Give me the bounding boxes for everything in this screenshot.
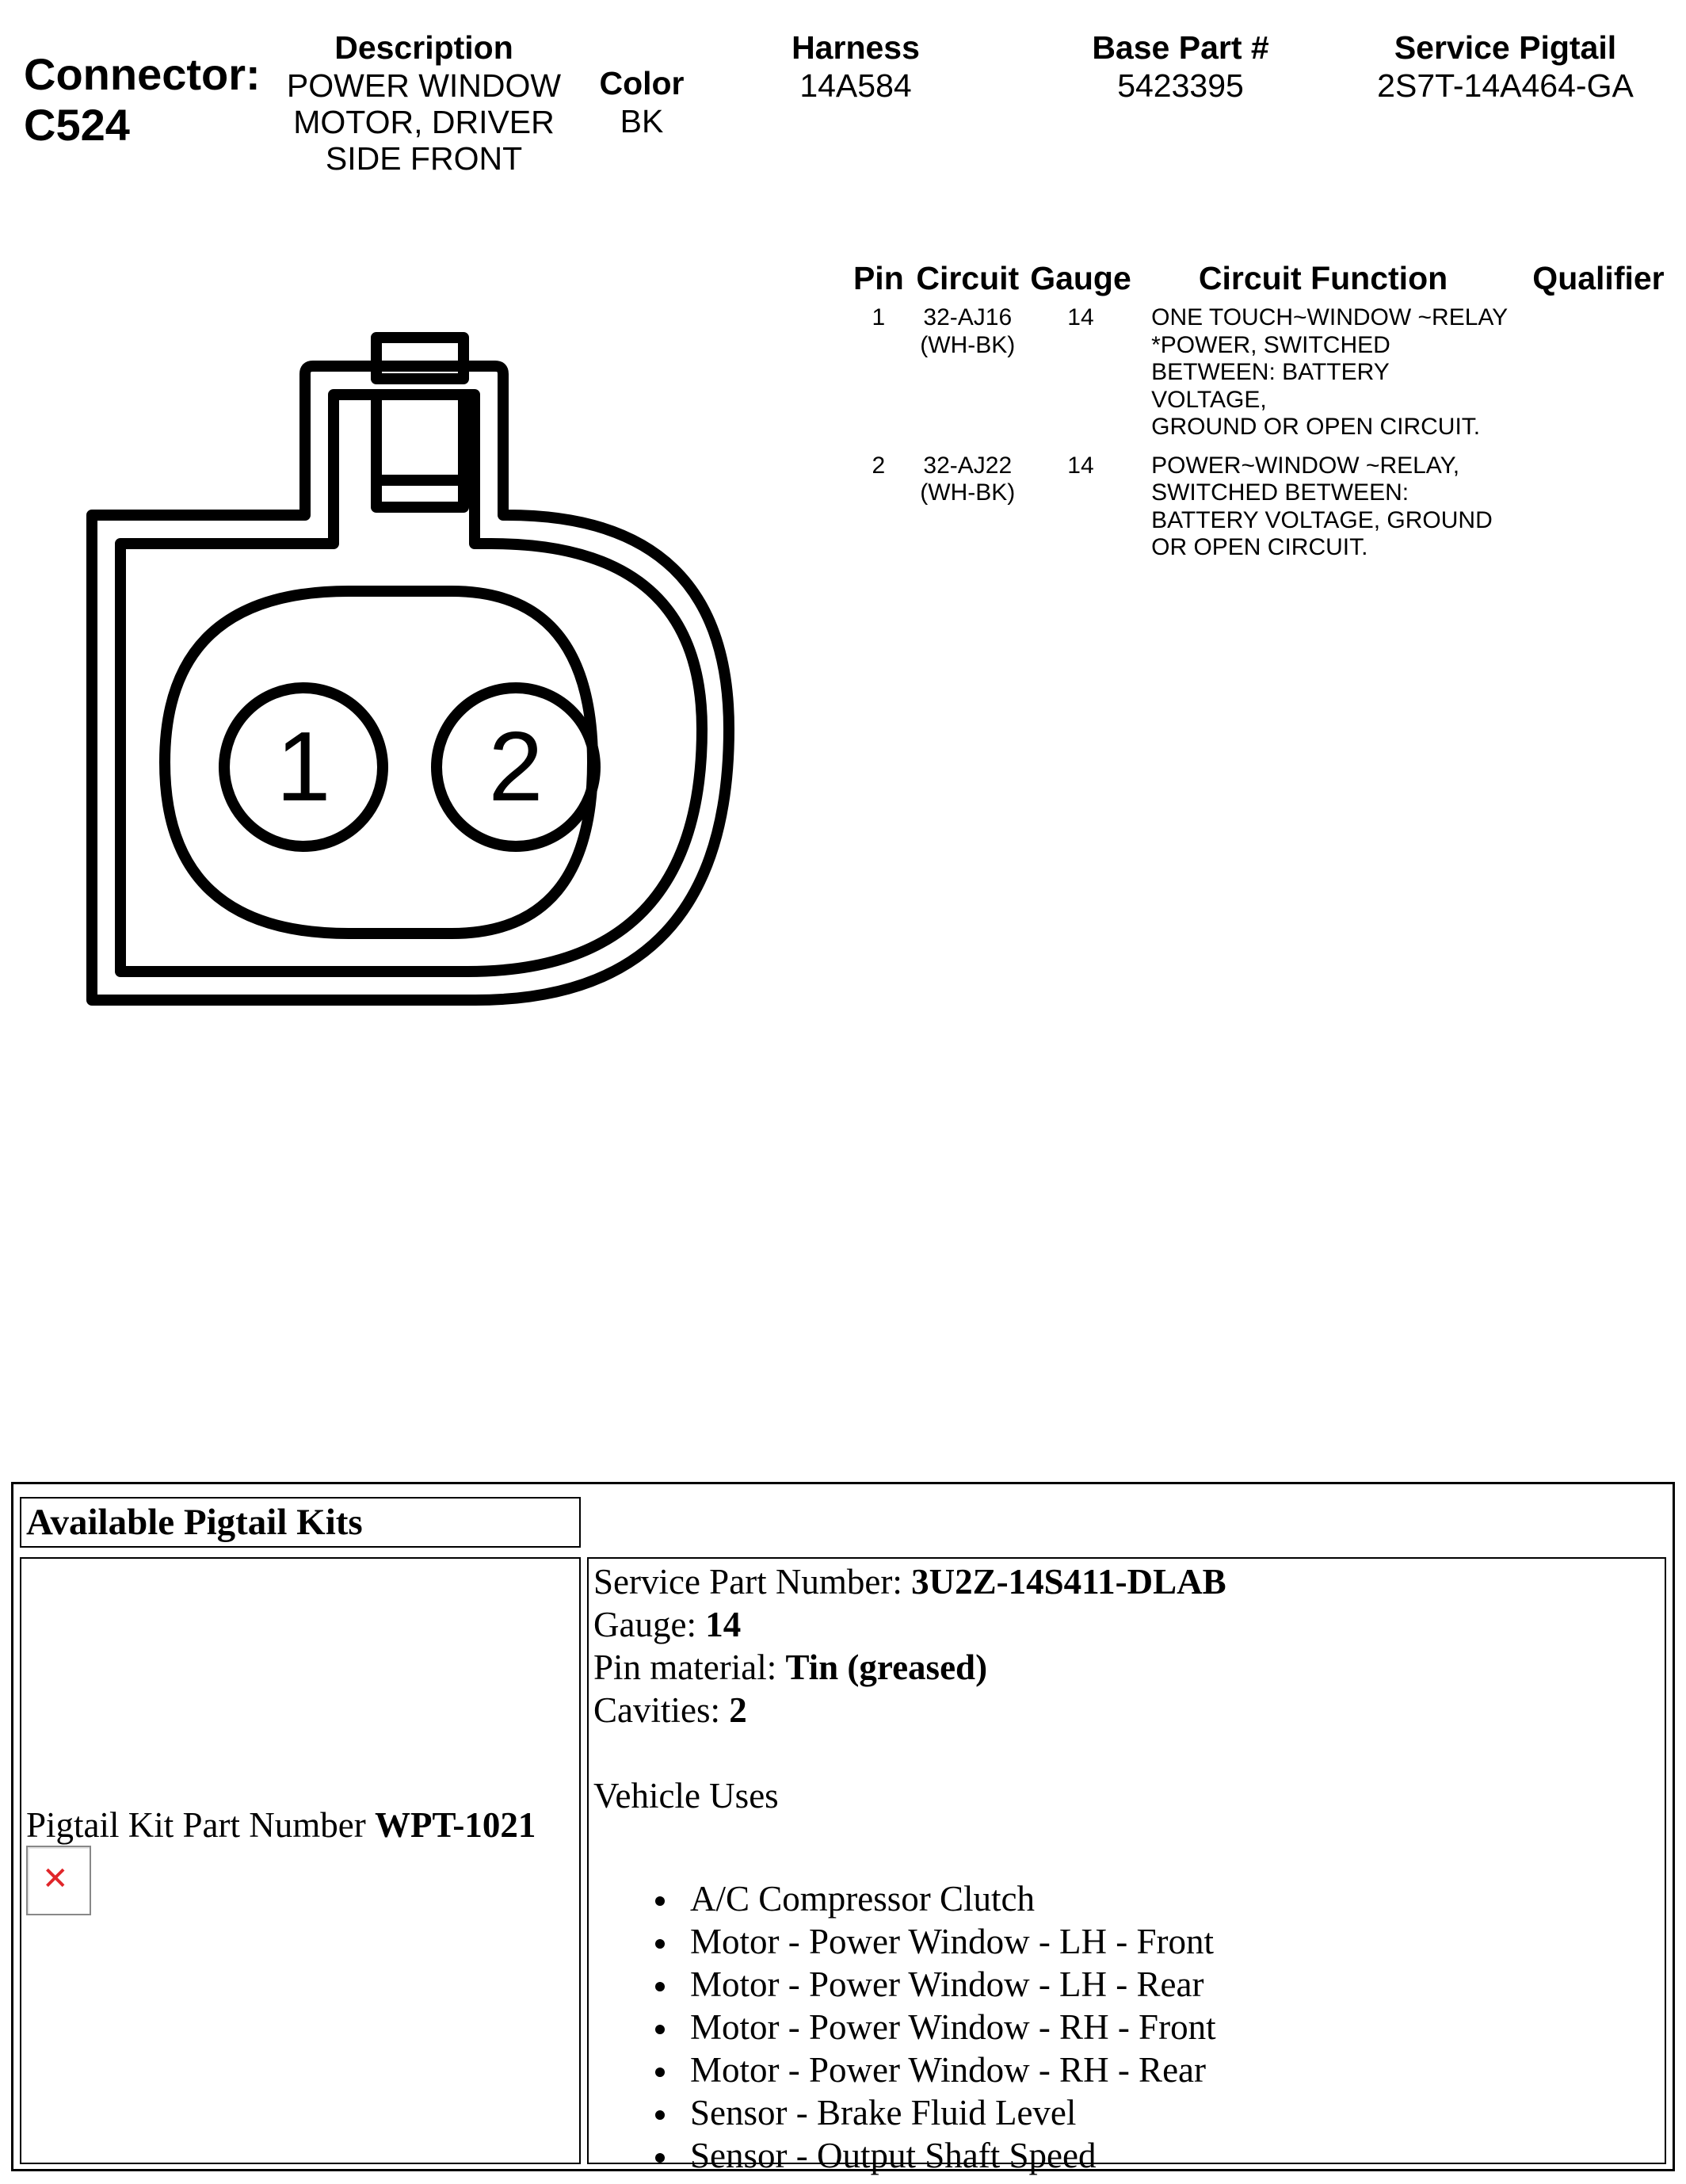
base-part-column <box>1062 28 1299 104</box>
pin-number: 2 <box>872 452 886 479</box>
gauge-header: Gauge <box>1030 260 1131 296</box>
list-item: Motor - Power Window - RH - Front <box>690 2007 1216 2047</box>
function-line: *POWER, SWITCHED <box>1151 331 1390 358</box>
harness-value: 14A584 <box>799 67 912 104</box>
kit-part-number <box>26 1804 536 1846</box>
pigtail-kit-details <box>587 1557 1666 2175</box>
circuit-color: (WH-BK) <box>920 331 1016 358</box>
color-header: Color <box>599 65 685 101</box>
circuit-function-cell <box>1135 452 1511 573</box>
pin-material-value: Tin (greased) <box>785 1648 988 1687</box>
gauge-cell: 14 <box>1067 452 1094 479</box>
service-part-line <box>593 1560 1226 1603</box>
pigtail-kits-table <box>11 1482 1675 2175</box>
function-line: OR OPEN CIRCUIT. <box>1151 534 1368 560</box>
service-pigtail-column <box>1363 28 1648 104</box>
pin-material-line <box>593 1646 987 1689</box>
service-pigtail-value: 2S7T-14A464-GA <box>1377 67 1634 104</box>
function-line: BATTERY VOLTAGE, GROUND <box>1151 506 1493 533</box>
description-line: MOTOR, DRIVER <box>293 104 555 140</box>
table-row <box>848 452 1686 573</box>
circuit-id: 32-AJ16 <box>923 304 1013 330</box>
function-line: BETWEEN: BATTERY VOLTAGE, <box>1151 359 1390 413</box>
circuit-function-header: Circuit Function <box>1198 260 1448 296</box>
pin-table-header-row <box>848 252 1686 304</box>
harness-column <box>737 28 975 104</box>
gauge-line <box>593 1603 741 1646</box>
list-item: Motor - Power Window - RH - Rear <box>690 2048 1216 2091</box>
qualifier-header: Qualifier <box>1532 260 1665 296</box>
connector-latch <box>376 338 463 379</box>
circuit-cell <box>910 304 1026 452</box>
gauge-label: Gauge: <box>593 1605 696 1644</box>
base-part-value: 5423395 <box>1117 67 1244 104</box>
service-part-label: Service Part Number: <box>593 1562 902 1602</box>
gauge-cell: 14 <box>1067 304 1094 330</box>
function-line: POWER~WINDOW ~RELAY, <box>1151 452 1460 479</box>
connector-label: Connector: <box>24 49 261 99</box>
harness-header: Harness <box>792 29 920 66</box>
description-column <box>269 28 578 177</box>
cavities-label: Cavities: <box>593 1690 720 1730</box>
circuit-color: (WH-BK) <box>920 479 1016 506</box>
vehicle-uses-heading: Vehicle Uses <box>593 1776 779 1816</box>
connector-id: C524 <box>24 100 130 150</box>
circuit-function-cell <box>1135 304 1511 452</box>
list-item: Motor - Power Window - LH - Rear <box>690 1963 1216 2006</box>
qualifier-cell <box>1511 304 1686 452</box>
base-part-header: Base Part # <box>1092 29 1269 66</box>
pin-2-label: 2 <box>488 712 544 822</box>
pin-table <box>848 252 1686 573</box>
list-item: Motor - Power Window - LH - Front <box>690 1920 1216 1963</box>
function-line: SWITCHED BETWEEN: <box>1151 479 1409 506</box>
connector-latch-slot <box>376 395 463 507</box>
cavities-line <box>593 1689 747 1732</box>
connector-face-diagram <box>79 325 761 1022</box>
color-column <box>578 63 705 139</box>
vehicle-uses-list <box>593 1877 1216 2177</box>
gauge-value: 14 <box>705 1605 742 1644</box>
pin-1-label: 1 <box>276 712 331 822</box>
service-part-value: 3U2Z-14S411-DLAB <box>911 1562 1226 1602</box>
function-line: GROUND OR OPEN CIRCUIT. <box>1151 414 1481 440</box>
circuit-header: Circuit <box>916 260 1020 296</box>
cavities-value: 2 <box>729 1690 747 1730</box>
pin-material-label: Pin material: <box>593 1648 777 1687</box>
pin-number: 1 <box>872 304 886 330</box>
list-item: Sensor - Output Shaft Speed <box>690 2134 1216 2177</box>
function-line: ONE TOUCH~WINDOW ~RELAY <box>1151 304 1509 330</box>
connector-title <box>24 49 261 151</box>
pin-header: Pin <box>853 260 904 296</box>
list-item: A/C Compressor Clutch <box>690 1877 1216 1920</box>
pigtail-kits-heading: Available Pigtail Kits <box>20 1497 581 1548</box>
kit-part-value: WPT-1021 <box>374 1805 536 1845</box>
description-header: Description <box>334 29 513 66</box>
broken-image-icon <box>26 1846 91 1915</box>
description-line: POWER WINDOW <box>286 67 562 104</box>
description-line: SIDE FRONT <box>325 140 523 177</box>
circuit-cell <box>910 452 1026 573</box>
qualifier-cell <box>1511 452 1686 573</box>
service-pigtail-header: Service Pigtail <box>1394 29 1617 66</box>
circuit-id: 32-AJ22 <box>923 452 1013 479</box>
kit-part-label: Pigtail Kit Part Number <box>26 1805 366 1845</box>
connector-outer-outline <box>92 366 729 1000</box>
color-value: BK <box>620 103 664 139</box>
pigtail-kit-cell <box>20 1557 581 2164</box>
close-icon: ✕ <box>42 1861 69 1897</box>
table-row <box>848 304 1686 452</box>
list-item: Sensor - Brake Fluid Level <box>690 2091 1216 2134</box>
